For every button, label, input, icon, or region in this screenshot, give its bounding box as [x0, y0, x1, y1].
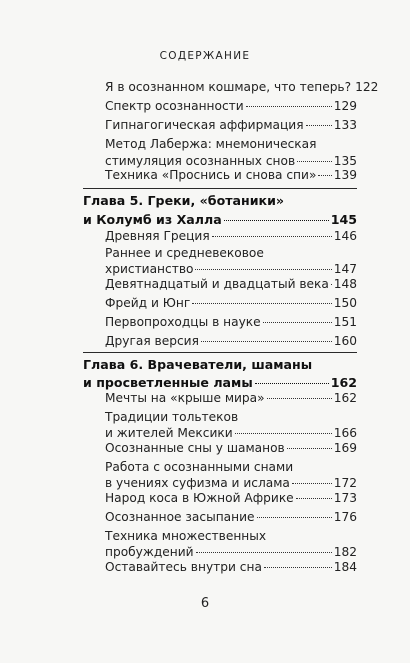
toc-page-number: 148 — [333, 277, 357, 291]
toc-page-number: 150 — [333, 296, 357, 310]
toc-page-number: 172 — [333, 476, 357, 490]
toc-page-number: 184 — [333, 560, 357, 574]
toc-entry[interactable] — [105, 390, 357, 406]
toc-entry-title: в учениях суфизма и ислама — [105, 476, 290, 490]
dot-leader — [297, 161, 332, 162]
toc-entry[interactable] — [105, 245, 357, 277]
toc-entry[interactable] — [105, 136, 357, 170]
toc-entry-title: Техника множественных — [105, 529, 267, 543]
toc-entry-title: Девятнадцатый и двадцатый века — [105, 277, 329, 291]
toc-page-number: 145 — [330, 212, 357, 227]
toc-page-number: 146 — [333, 229, 357, 243]
toc-entry-title: христианство — [105, 262, 194, 276]
toc-page-number: 182 — [333, 545, 357, 559]
toc-entry-title: Мечты на «крыше мира» — [105, 391, 265, 405]
toc-entry-title: Глава 5. Греки, «ботаники» — [83, 193, 285, 208]
dot-leader — [292, 483, 332, 484]
toc-entry[interactable] — [105, 167, 357, 183]
chapter-divider — [83, 352, 357, 353]
toc-page-number: 139 — [333, 168, 357, 182]
toc-entry-title: и Колумб из Халла — [83, 212, 222, 227]
toc-chapter-entry[interactable] — [83, 193, 357, 231]
toc-entry-title: Я в осознанном кошмаре, что теперь? — [105, 80, 352, 94]
toc-page-number: 129 — [333, 99, 357, 113]
toc-entry-title: Осознанное засыпание — [105, 510, 255, 524]
toc-entry[interactable] — [105, 528, 357, 560]
page-number: 6 — [200, 596, 210, 611]
toc-entry[interactable] — [105, 98, 357, 114]
toc-page-number: 173 — [333, 491, 357, 505]
dot-leader — [318, 175, 331, 176]
toc-entry[interactable] — [105, 459, 357, 491]
toc-entry[interactable] — [105, 117, 357, 133]
toc-entry-title: пробуждений — [105, 545, 194, 559]
toc-page-number: 147 — [333, 262, 357, 276]
toc-entry[interactable] — [105, 333, 357, 349]
chapter-divider — [83, 188, 357, 189]
toc-page-number: 162 — [330, 375, 357, 390]
toc-entry[interactable] — [105, 490, 357, 506]
toc-entry[interactable] — [105, 409, 357, 441]
dot-leader — [306, 125, 332, 126]
dot-leader — [212, 236, 332, 237]
toc-entry-title: Другая версия — [105, 334, 199, 348]
toc-page-number: 160 — [333, 334, 357, 348]
dot-leader — [255, 383, 329, 384]
toc-entry-title: Раннее и средневековое — [105, 246, 264, 260]
dot-leader — [196, 552, 332, 553]
toc-page-number: 135 — [333, 154, 357, 168]
toc-entry-title: Глава 6. Врачеватели, шаманы — [83, 357, 313, 372]
toc-entry-title: Метод Лабержа: мнемоническая — [105, 137, 317, 151]
toc-entry[interactable] — [105, 440, 357, 456]
toc-page-number: 169 — [333, 441, 357, 455]
dot-leader — [267, 398, 332, 399]
toc-chapter-entry[interactable] — [83, 357, 357, 393]
toc-entry-title: Гипнагогическая аффирмация — [105, 118, 304, 132]
toc-page-number: 162 — [333, 391, 357, 405]
toc-entry[interactable] — [105, 79, 379, 95]
dot-leader — [287, 448, 332, 449]
page-title: СОДЕРЖАНИЕ — [159, 50, 251, 62]
dot-leader — [257, 517, 332, 518]
dot-leader — [192, 303, 331, 304]
toc-entry-title: Фрейд и Юнг — [105, 296, 191, 310]
toc-entry-title: Оставайтесь внутри сна — [105, 560, 262, 574]
toc-entry[interactable] — [105, 509, 357, 525]
toc-entry-title: Работа с осознанными снами — [105, 460, 294, 474]
toc-entry-title: Осознанные сны у шаманов — [105, 441, 285, 455]
toc-entry-title: и жителей Мексики — [105, 426, 233, 440]
toc-entry-title: Древняя Греция — [105, 229, 210, 243]
dot-leader — [263, 322, 332, 323]
toc-entry-title: Традиции тольтеков — [105, 410, 239, 424]
toc-entry[interactable] — [105, 559, 357, 575]
toc-page-number: 122 — [355, 80, 379, 94]
toc-entry[interactable] — [105, 228, 357, 244]
toc-entry-title: Народ коса в Южной Африке — [105, 491, 294, 505]
toc-entry[interactable] — [105, 276, 357, 292]
dot-leader — [201, 341, 332, 342]
dot-leader — [195, 269, 331, 270]
dot-leader — [246, 106, 332, 107]
toc-entry[interactable] — [105, 314, 357, 330]
toc-page-number: 133 — [333, 118, 357, 132]
dot-leader — [264, 567, 332, 568]
toc-entry-title: Первопроходцы в науке — [105, 315, 261, 329]
toc-entry-title: и просветленные ламы — [83, 375, 253, 390]
toc-page-number: 176 — [333, 510, 357, 524]
dot-leader — [235, 433, 332, 434]
dot-leader — [224, 220, 329, 221]
dot-leader — [331, 284, 332, 285]
toc-entry[interactable] — [105, 295, 357, 311]
toc-page-number: 166 — [333, 426, 357, 440]
toc-entry-title: стимуляция осознанных снов — [105, 154, 296, 168]
dot-leader — [296, 498, 332, 499]
toc-entry-title: Техника «Проснись и снова спи» — [105, 168, 317, 182]
toc-entry-title: Спектр осознанности — [105, 99, 244, 113]
toc-page-number: 151 — [333, 315, 357, 329]
